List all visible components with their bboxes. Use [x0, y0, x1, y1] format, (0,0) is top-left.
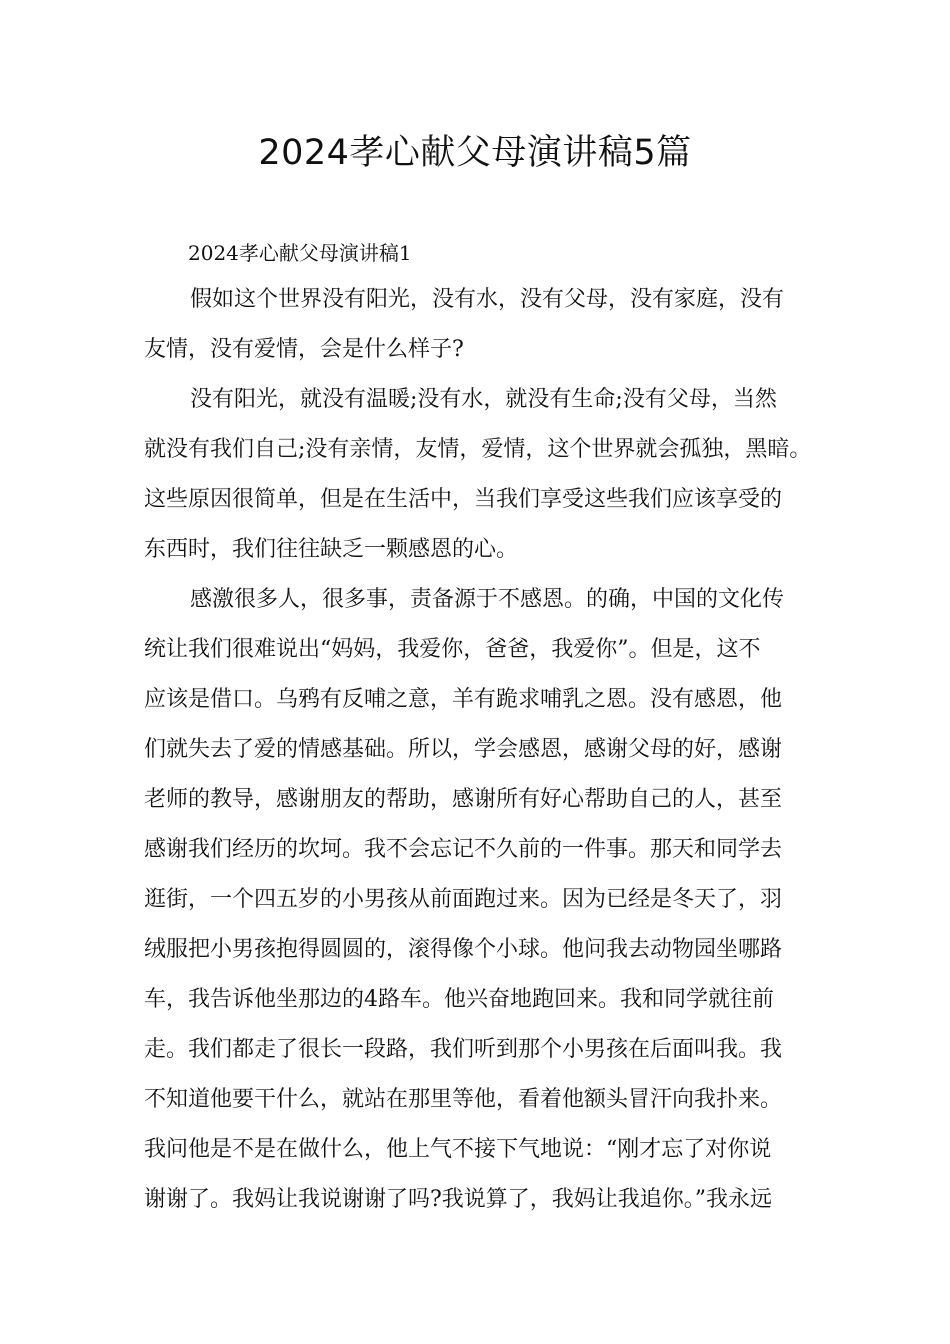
paragraph-3-line-6: 感谢我们经历的坎坷。我不会忘记不久前的一件事。那天和同学去	[144, 837, 783, 862]
paragraph-3-line-9: 车，我告诉他坐那边的4路车。他兴奋地跑回来。我和同学就往前	[144, 987, 774, 1012]
paragraph-3-line-8: 绒服把小男孩抱得圆圆的，滚得像个小球。他问我去动物园坐哪路	[144, 937, 783, 962]
paragraph-3-line-13: 谢谢了。我妈让我说谢谢了吗?我说算了，我妈让我追你。”我永远	[144, 1187, 773, 1212]
paragraph-1-line-2: 友情，没有爱情，会是什么样子?	[144, 337, 464, 362]
paragraph-3-line-1: 感激很多人，很多事，责备源于不感恩。的确，中国的文化传	[190, 587, 785, 612]
paragraph-2-line-2: 就没有我们自己;没有亲情，友情，爱情，这个世界就会孤独，黑暗。	[144, 437, 812, 462]
paragraph-3-line-10: 走。我们都走了很长一段路，我们听到那个小男孩在后面叫我。我	[144, 1037, 783, 1062]
document-title: 2024孝心献父母演讲稿5篇	[258, 133, 692, 173]
section-subtitle: 2024孝心献父母演讲稿1	[188, 241, 412, 265]
paragraph-1-line-1: 假如这个世界没有阳光，没有水，没有父母，没有家庭，没有	[190, 287, 785, 312]
paragraph-3-line-3: 应该是借口。乌鸦有反哺之意，羊有跪求哺乳之恩。没有感恩，他	[144, 687, 783, 712]
paragraph-3-line-12: 我问他是不是在做什么，他上气不接下气地说：“刚才忘了对你说	[144, 1137, 772, 1162]
paragraph-3-line-2: 统让我们很难说出“妈妈，我爱你，爸爸，我爱你”。但是，这不	[144, 637, 761, 662]
paragraph-2-line-3: 这些原因很简单，但是在生活中，当我们享受这些我们应该享受的	[144, 487, 783, 512]
paragraph-2-line-1: 没有阳光，就没有温暖;没有水，就没有生命;没有父母，当然	[190, 387, 777, 412]
paragraph-3-line-5: 老师的教导，感谢朋友的帮助，感谢所有好心帮助自己的人，甚至	[144, 787, 783, 812]
paragraph-2-line-4: 东西时，我们往往缺乏一颗感恩的心。	[144, 537, 519, 562]
paragraph-3-line-7: 逛街，一个四五岁的小男孩从前面跑过来。因为已经是冬天了，羽	[144, 887, 783, 912]
paragraph-3-line-11: 不知道他要干什么，就站在那里等他，看着他额头冒汗向我扑来。	[144, 1087, 783, 1112]
paragraph-3-line-4: 们就失去了爱的情感基础。所以，学会感恩，感谢父母的好，感谢	[144, 737, 783, 762]
